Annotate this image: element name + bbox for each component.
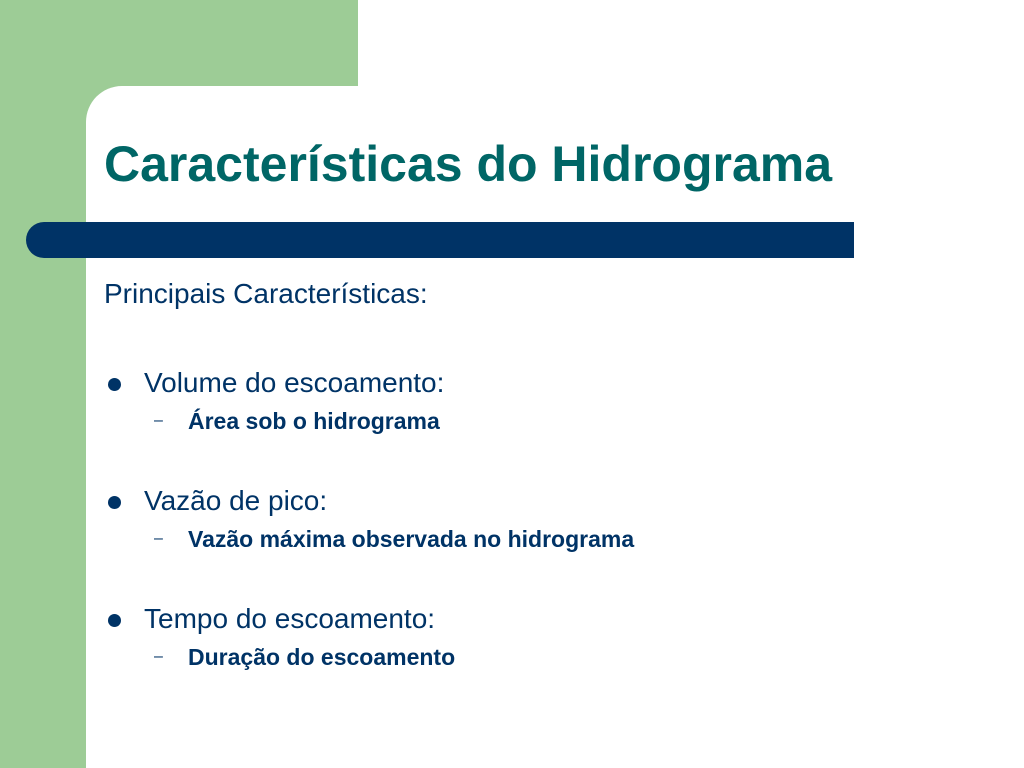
sub-bullet-label: Duração do escoamento xyxy=(188,644,456,670)
bullet-row xyxy=(104,598,984,640)
dash-icon: – xyxy=(154,412,163,429)
dash-icon: – xyxy=(154,648,163,665)
dash-icon: – xyxy=(154,530,163,547)
slide-title: Características do Hidrograma xyxy=(104,136,833,192)
bullet-row xyxy=(104,480,984,522)
sub-bullet-row xyxy=(104,640,984,674)
sub-bullet-row xyxy=(104,404,984,438)
slide-body xyxy=(104,270,984,716)
bullet-label: Volume do escoamento: xyxy=(144,367,445,398)
sub-bullet-row xyxy=(104,522,984,556)
bullet-item xyxy=(104,598,984,674)
bullet-dot-icon xyxy=(108,614,121,627)
bullet-row xyxy=(104,362,984,404)
bullet-item xyxy=(104,362,984,438)
bullet-label: Tempo do escoamento: xyxy=(144,603,436,634)
intro-text: Principais Características: xyxy=(104,278,428,309)
sub-bullet-label: Vazão máxima observada no hidrograma xyxy=(188,526,635,552)
bullet-list xyxy=(104,362,984,674)
bullet-dot-icon xyxy=(108,378,121,391)
bullet-dot-icon xyxy=(108,496,121,509)
bullet-item xyxy=(104,480,984,556)
bullet-label: Vazão de pico: xyxy=(144,485,328,516)
sub-bullet-label: Área sob o hidrograma xyxy=(188,408,440,434)
title-underline-bar xyxy=(26,222,854,258)
